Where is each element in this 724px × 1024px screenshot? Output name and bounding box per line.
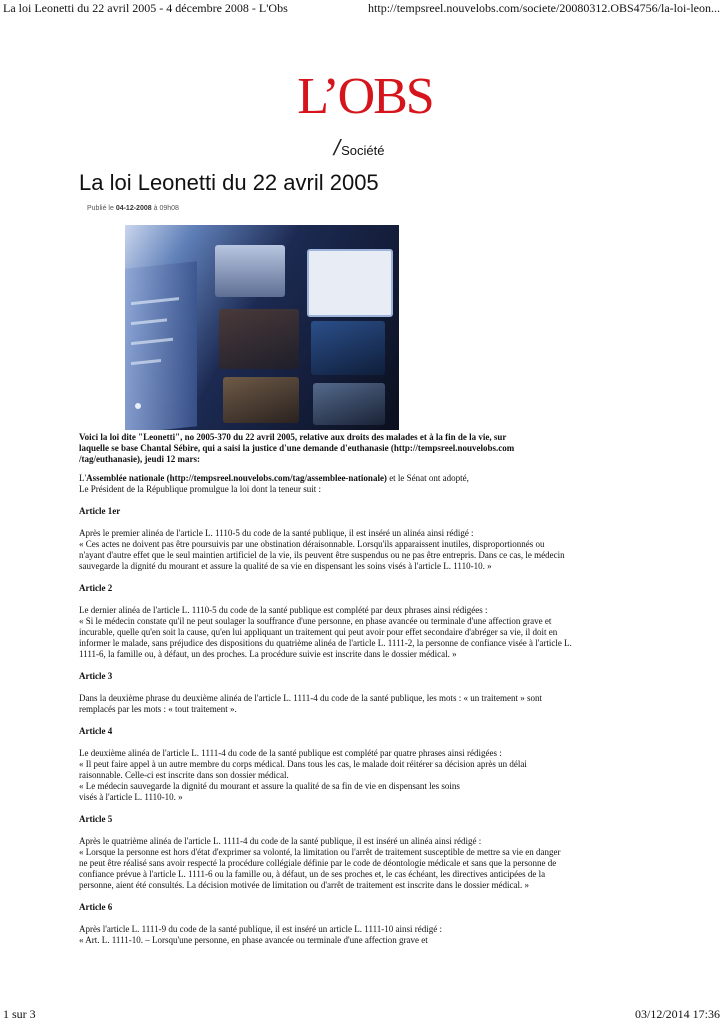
article-paragraph: Après le premier alinéa de l'article L. 1110-5 du code de la santé publique, il est inséré un alinéa ainsi rédigé : « Ces actes ne doivent pas être poursuivis par une obstination déraisonnable. Lorsqu'ils apparaissent inutiles, disproportionnés ou n'ayant d'autre effet que le seul maintien artificiel de la vie, ils peuvent être suspendus ou ne pas être entrepris. Dans ce cas, le médecin sauvegarde la dignité du mourant et assure la qualité de sa vie en dispensant les soins visés à l'article L. 1110-10. » <box>79 528 565 571</box>
page-number: 1 sur 3 <box>3 1007 36 1021</box>
print-footer <box>0 1006 724 1024</box>
published-prefix: Publié le <box>87 205 114 212</box>
article-heading: Article 6 <box>79 902 113 912</box>
article-paragraph: Après le quatrième alinéa de l'article L. 1111-4 du code de la santé publique, il est inséré un alinéa ainsi rédigé : « Lorsque la personne est hors d'état d'exprimer sa volonté, la limitation ou l'arrêt de traitement susceptible de mettre sa vie en danger ne peut être réalisé sans avoir respecté la procédure collégiale définie par le code de déontologie médicale et sans que la personne de confiance prévue à l'article L. 1111-6 ou la famille ou, à défaut, un de ses proches et, le cas échéant, les directives anticipées de la personne, aient été consultés. La décision motivée de limitation ou d'arrêt de traitement est inscrite dans le dossier médical. » <box>79 836 561 890</box>
article-heading: Article 5 <box>79 814 113 824</box>
article-photo <box>125 225 399 430</box>
print-header-title: La loi Leonetti du 22 avril 2005 - 4 décembre 2008 - L'Obs <box>3 1 288 15</box>
photo-panel <box>215 245 285 297</box>
article-heading: Article 1er <box>79 506 121 516</box>
article-title: La loi Leonetti du 22 avril 2005 <box>79 170 379 195</box>
assembly-paragraph <box>79 473 631 495</box>
published-date: 04-12-2008 <box>115 205 152 212</box>
photo-panel <box>313 383 385 425</box>
print-datetime: 03/12/2014 17:36 <box>634 1007 720 1021</box>
assembly-link[interactable]: Assemblée nationale (http://tempsreel.nouvelobs.com/tag/assemblee-nationale) <box>86 473 387 483</box>
published-time: 09h08 <box>159 205 179 212</box>
article-body <box>79 432 631 957</box>
published-mid: à <box>153 205 158 212</box>
article-paragraph: Le dernier alinéa de l'article L. 1110-5 du code de la santé publique est complété par deux phrases ainsi rédigées : « Si le médecin constate qu'il ne peut soulager la souffrance d'une personne, en phase avancée ou terminale d'une affection grave et incurable, quelle qu'en soit la cause, qu'en lui appliquant un traitement qui peut avoir pour effet secondaire d'abréger sa vie, il doit en informer le malade, sans préjudice des dispositions du quatrième alinéa de l'article L. 1111-2, la personne de confiance visée à l'article L. 1111-6, la famille ou, à défaut, un des proches. La procédure suivie est inscrite dans le dossier médical. » <box>79 605 572 659</box>
assembly-prefix: L' <box>79 473 87 483</box>
lobs-logo[interactable]: L’OBS <box>297 68 433 125</box>
slash-icon: / <box>331 135 343 160</box>
article-heading: Article 4 <box>79 726 113 736</box>
article-heading: Article 3 <box>79 671 113 681</box>
article-heading: Article 2 <box>79 583 113 593</box>
print-header <box>0 0 724 20</box>
photo-dot <box>135 403 141 409</box>
photo-panel <box>219 309 299 369</box>
photo-panel <box>311 321 385 375</box>
article-paragraph: Le deuxième alinéa de l'article L. 1111-4 du code de la santé publique est complété par quatre phrases ainsi rédigées : « Il peut faire appel à un autre membre du corps médical. Dans tous les cas, le malade doit réitérer sa décision après un délai raisonnable. Celle-ci est inscrite dans son dossier médical. « Le médecin sauvegarde la dignité du mourant et assure la qualité de sa fin de vie en dispensant les soins visés à l'article L. 1110-10. » <box>79 748 527 802</box>
article-paragraph: Dans la deuxième phrase du deuxième alinéa de l'article L. 1111-4 du code de la santé publique, les mots : « un traitement » sont remplacés par les mots : « tout traitement ». <box>79 693 542 714</box>
article-paragraph: Après l'article L. 1111-9 du code de la santé publique, il est inséré un article L. 1111-10 ainsi rédigé : « Art. L. 1111-10. – Lorsqu'une personne, en phase avancée ou terminale d'une affection grave et <box>79 924 443 945</box>
assembly-rest: et le Sénat ont adopté, Le Président de la République promulgue la loi dont la teneur suit : <box>79 473 469 494</box>
print-header-url[interactable]: http://tempsreel.nouvelobs.com/societe/20080312.OBS4756/la-loi-leon... <box>368 1 720 15</box>
article-intro: Voici la loi dite "Leonetti", no 2005-370 du 22 avril 2005, relative aux droits des malades et à la fin de la vie, sur laquelle se base Chantal Sébire, qui a saisi la justice d'une demande d'euthanasie (http://tempsreel.nouvelobs.com /tag/euthanasie), jeudi 12 mars: <box>79 432 515 464</box>
section-label[interactable] <box>331 135 385 160</box>
section-name[interactable]: Société <box>341 143 385 158</box>
publish-meta <box>87 205 179 212</box>
photo-panel <box>223 377 299 423</box>
photo-panel <box>307 249 393 317</box>
